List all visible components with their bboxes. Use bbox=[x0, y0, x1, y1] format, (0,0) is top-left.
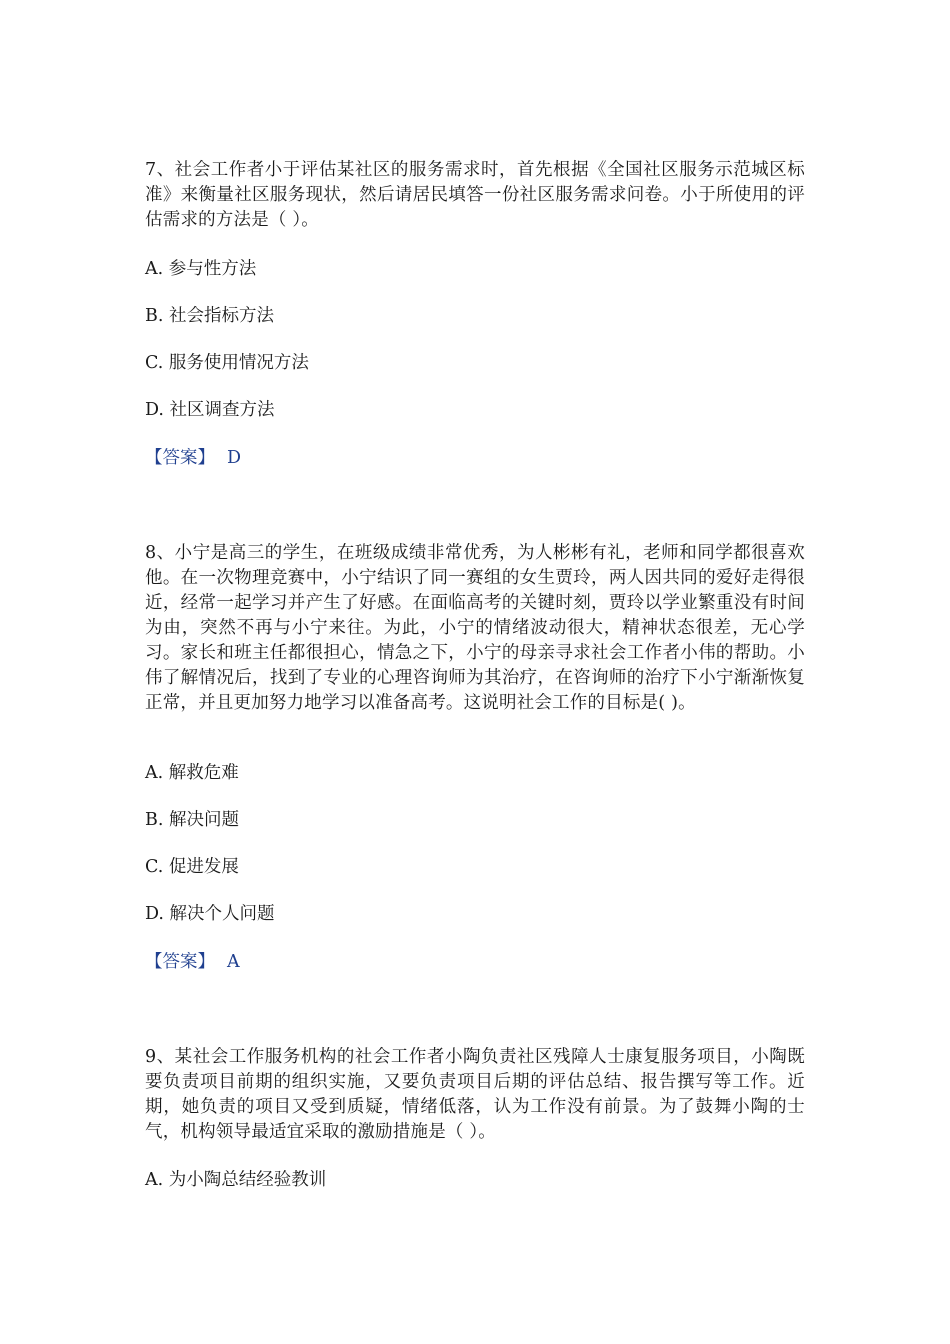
answer-line bbox=[145, 950, 240, 975]
question-stem: 7、社会工作者小于评估某社区的服务需求时，首先根据《全国社区服务示范城区标准》来衡量社区服务现状，然后请居民填答一份社区服务需求问卷。小于所使用的评估需求的方法是（ ）。 bbox=[145, 160, 805, 230]
answer-line bbox=[145, 446, 241, 471]
question-8 bbox=[145, 541, 805, 972]
option-b: B. 解决问题 bbox=[145, 810, 239, 830]
option-d: D. 社区调查方法 bbox=[145, 400, 275, 420]
question-7 bbox=[145, 158, 805, 468]
answer-label: 【答案】 bbox=[145, 448, 215, 468]
option-c: C. 促进发展 bbox=[145, 857, 239, 877]
answer-value: D bbox=[227, 448, 242, 468]
question-stem: 8、小宁是高三的学生，在班级成绩非常优秀，为人彬彬有礼，老师和同学都很喜欢他。在一次物理竞赛中，小宁结识了同一赛组的女生贾玲，两人因共同的爱好走得很近，经常一起学习并产生了好感。在面临高考的关键时刻，贾玲以学业繁重没有时间为由，突然不再与小宁来往。为此，小宁的情绪波动很大，精神状态很差，无心学习。家长和班主任都很担心，情急之下，小宁的母亲寻求社会工作者小伟的帮助。小伟了解情况后，找到了专业的心理咨询师为其治疗，在咨询师的治疗下小宁渐渐恢复正常，并且更加努力地学习以准备高考。这说明社会工作的目标是( )。 bbox=[145, 543, 805, 713]
answer-label: 【答案】 bbox=[145, 952, 215, 972]
option-d: D. 解决个人问题 bbox=[145, 904, 275, 924]
question-9 bbox=[145, 1045, 805, 1190]
option-b: B. 社会指标方法 bbox=[145, 306, 274, 326]
question-stem: 9、某社会工作服务机构的社会工作者小陶负责社区残障人士康复服务项目，小陶既要负责项目前期的组织实施，又要负责项目后期的评估总结、报告撰写等工作。近期，她负责的项目又受到质疑，情绪低落，认为工作没有前景。为了鼓舞小陶的士气，机构领导最适宜采取的激励措施是（ ）。 bbox=[145, 1047, 805, 1142]
option-a: A. 解救危难 bbox=[145, 763, 239, 783]
option-a: A. 参与性方法 bbox=[145, 259, 257, 279]
option-a: A. 为小陶总结经验教训 bbox=[145, 1170, 327, 1190]
option-c: C. 服务使用情况方法 bbox=[145, 353, 309, 373]
answer-value: A bbox=[227, 952, 240, 972]
